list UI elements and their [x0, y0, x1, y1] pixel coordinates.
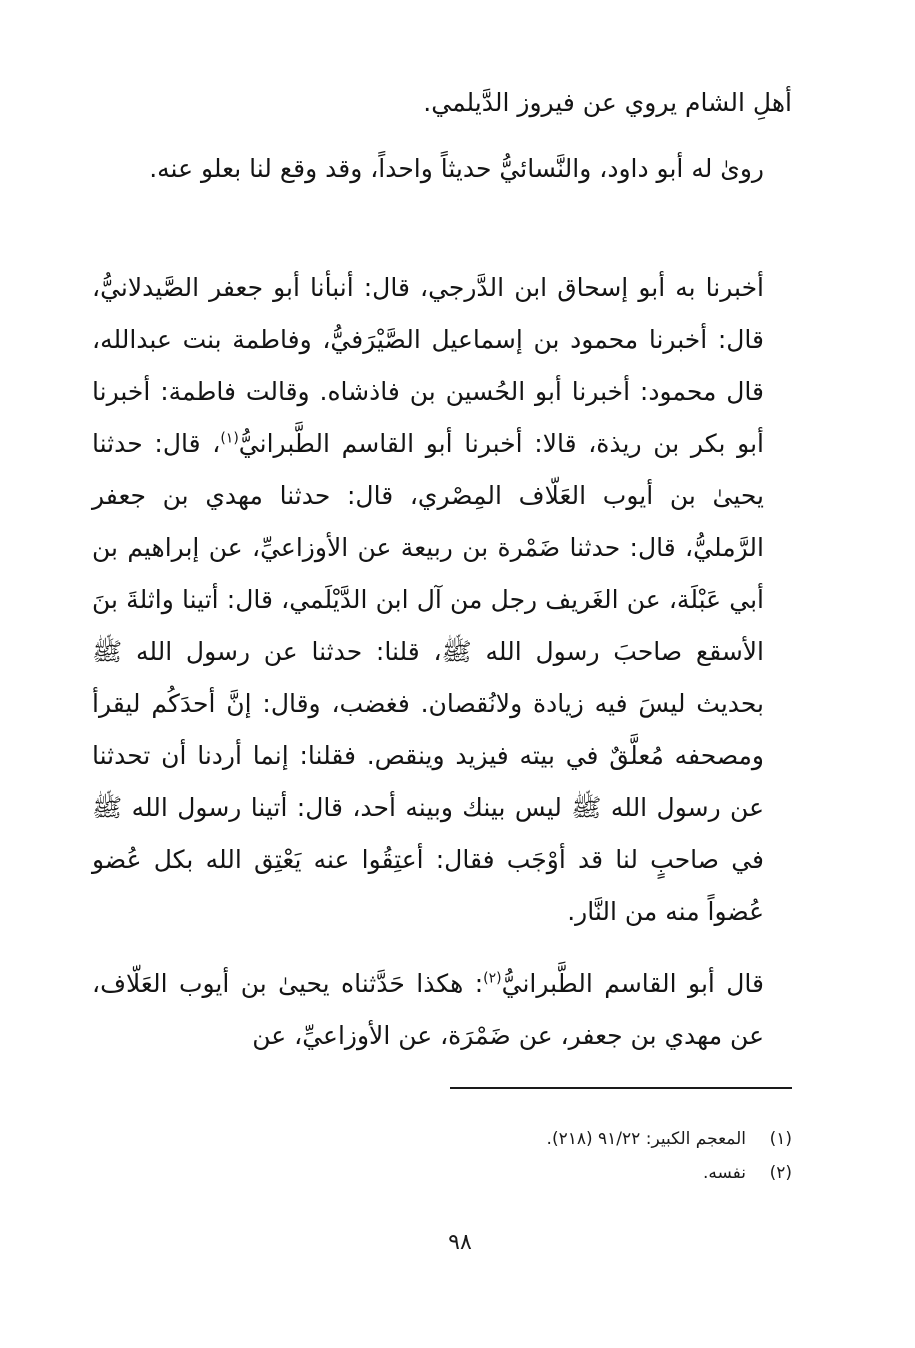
footnotes: [300, 1122, 792, 1190]
paragraph-3-part-b: ، قال: حدثنا يحيىٰ بن أيوب العَلّاف المِصْري، قال: حدثنا مهدي بن جعفر الرَّمليُّ، قال: حدثنا ضَمْرة بن ربيعة عن الأوزاعيِّ، عن إبراهيم بن أبي عَبْلَة، عن الغَريف رجل من آل ابن الدَّيْلَمي، قال: أتينا واثلةَ بنَ الأسقع صاحبَ رسول الله ﷺ، قلنا: حدثنا عن رسول الله ﷺ بحديث ليسَ فيه زيادة ولانُقصان. فغضب، وقال: إنَّ أحدَكُم ليقرأ ومصحفه مُعلَّقٌ في بيته فيزيد وينقص. فقلنا: إنما أردنا أن تحدثنا عن رسول الله ﷺ ليس بينك وبينه أحد، قال: أتينا رسول الله ﷺ في صاحبٍ لنا قد أوْجَب فقال: أعتِقُوا عنه يَعْتِق الله بكل عُضو عُضواً منه من النَّار.: [92, 429, 764, 926]
paragraph-2: [92, 143, 792, 195]
paragraph-4: [92, 958, 792, 1062]
paragraph-4-part-a: قال أبو القاسم الطَّبرانيُّ: [501, 969, 764, 998]
footnote-ref-1: (١): [220, 430, 239, 447]
paragraph-4-text: [92, 958, 792, 1062]
page-number: ٩٨: [448, 1230, 472, 1255]
paragraph-1: [92, 77, 792, 129]
paragraph-4-part-b: : هكذا حَدَّثناه يحيىٰ بن أيوب العَلّاف، عن مهدي بن جعفر، عن ضَمْرَة، عن الأوزاعيِّ، عن: [92, 969, 764, 1050]
footnote-1: [300, 1122, 792, 1156]
footnote-1-text: المعجم الكبير: ٩١/٢٢ (٢١٨).: [546, 1129, 746, 1149]
footnote-2: [300, 1156, 792, 1190]
footnote-2-number: (٢): [769, 1163, 792, 1183]
paragraph-1-text: أهلِ الشام يروي عن فيروز الدَّيلمي.: [423, 88, 792, 117]
paragraph-3-part-a: أخبرنا به أبو إسحاق ابن الدَّرجي، قال: أنبأنا أبو جعفر الصَّيدلانيُّ، قال: أخبرنا محمود بن إسماعيل الصَّيْرَفيُّ، وفاطمة بنت عبدالله، قال محمود: أخبرنا أبو الحُسين بن فاذشاه. وقالت فاطمة: أخبرنا أبو بكر بن ريذة، قالا: أخبرنا أبو القاسم الطَّبرانيُّ: [92, 273, 764, 458]
paragraph-3: [92, 262, 792, 938]
footnote-1-number: (١): [769, 1129, 792, 1149]
footnote-ref-2: (٢): [483, 970, 502, 987]
paragraph-3-text: [92, 262, 792, 938]
paragraph-2-text: روىٰ له أبو داود، والنَّسائيُّ حديثاً واحداً، وقد وقع لنا بعلو عنه.: [149, 154, 764, 183]
footnote-2-text: نفسه.: [702, 1163, 746, 1183]
footnote-divider: [450, 1087, 792, 1089]
